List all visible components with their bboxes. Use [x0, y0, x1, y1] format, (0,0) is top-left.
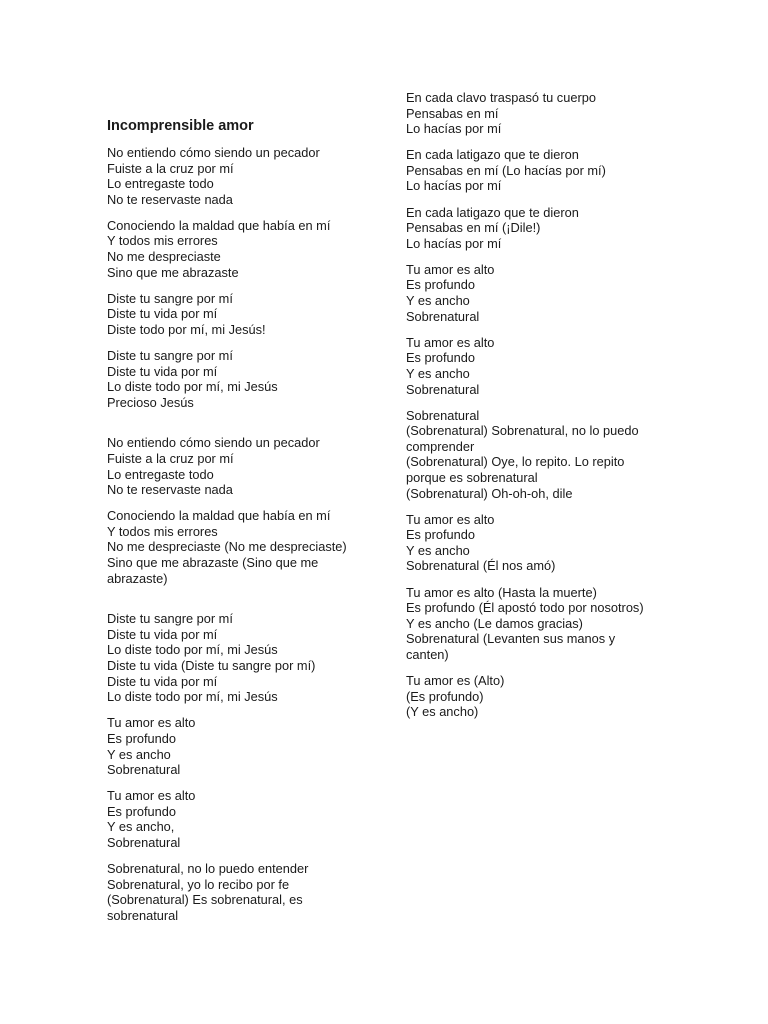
lyric-line: Diste tu vida por mí: [107, 363, 218, 379]
lyric-line: (Sobrenatural) Sobrenatural, no lo puedo: [406, 423, 639, 439]
stanza: [406, 262, 668, 324]
lyric-line: abrazaste): [107, 570, 168, 586]
lyric-line: No me despreciaste (No me despreciaste): [107, 539, 347, 555]
stanza: [107, 348, 377, 410]
lyric-line: Tu amor es alto: [406, 511, 495, 527]
lyric-line: Tu amor es alto: [107, 715, 196, 731]
lyric-line: Es profundo (Él apostó todo por nosotros): [406, 600, 644, 616]
lyric-line: Conociendo la maldad que había en mí: [107, 508, 331, 524]
stanza: [107, 861, 377, 923]
lyric-line: Lo entregaste todo: [107, 466, 214, 482]
stanza: [406, 335, 668, 397]
lyric-line: En cada latigazo que te dieron: [406, 147, 579, 163]
lyric-line: Y es ancho: [406, 365, 470, 381]
lyric-line: Y es ancho: [406, 293, 470, 309]
lyric-line: Precioso Jesús: [107, 394, 194, 410]
lyric-line: (Sobrenatural) Oh-oh-oh, dile: [406, 485, 573, 501]
stanza: [107, 435, 377, 497]
stanza: [406, 512, 668, 574]
lyric-line: En cada clavo traspasó tu cuerpo: [406, 90, 596, 105]
lyric-line: Sobrenatural: [107, 834, 181, 850]
lyric-line: No te reservaste nada: [107, 482, 233, 498]
lyric-line: Lo hacías por mí: [406, 178, 502, 194]
lyric-line: comprender: [406, 438, 475, 454]
lyric-line: Diste tu vida por mí: [107, 306, 218, 322]
lyric-line: Diste tu vida por mí: [107, 626, 218, 642]
stanza: [406, 90, 668, 137]
lyric-line: Es profundo: [406, 527, 476, 543]
lyric-line: Pensabas en mí (¡Dile!): [406, 220, 541, 236]
lyric-line: Diste todo por mí, mi Jesús!: [107, 321, 266, 337]
lyric-line: No te reservaste nada: [107, 191, 233, 207]
lyric-line: En cada latigazo que te dieron: [406, 204, 579, 220]
lyric-line: Y es ancho: [107, 746, 171, 762]
stanza: [107, 611, 377, 705]
lyric-line: sobrenatural: [107, 907, 179, 923]
lyric-line: Lo entregaste todo: [107, 176, 214, 192]
lyric-line: Y todos mis errores: [107, 523, 218, 539]
left-column: [107, 118, 377, 934]
lyric-line: Sobrenatural: [107, 762, 181, 778]
lyric-line: Es profundo: [107, 803, 177, 819]
lyric-line: Y es ancho (Le damos gracias): [406, 615, 583, 631]
lyric-line: Diste tu sangre por mí: [107, 290, 233, 306]
lyric-line: Sobrenatural (Él nos amó): [406, 558, 556, 574]
lyric-line: Tu amor es alto: [406, 334, 495, 350]
lyric-line: Lo hacías por mí: [406, 235, 502, 251]
stanza: [406, 585, 668, 663]
lyric-line: Lo hacías por mí: [406, 121, 502, 137]
lyric-line: Sobrenatural: [406, 407, 480, 423]
lyric-line: Es profundo: [107, 730, 177, 746]
lyric-line: Diste tu vida (Diste tu sangre por mí): [107, 658, 316, 674]
lyric-line: Conociendo la maldad que había en mí: [107, 217, 331, 233]
lyric-line: (Y es ancho): [406, 704, 479, 720]
lyric-line: Sobrenatural: [406, 308, 480, 324]
lyric-line: Pensabas en mí (Lo hacías por mí): [406, 162, 606, 178]
right-column: [406, 90, 668, 730]
stanza: [107, 508, 377, 586]
lyric-line: Lo diste todo por mí, mi Jesús: [107, 642, 278, 658]
lyric-line: No me despreciaste: [107, 249, 221, 265]
stanza: [107, 788, 377, 850]
lyric-line: Fuiste a la cruz por mí: [107, 451, 234, 466]
lyric-line: Sobrenatural, no lo puedo entender: [107, 861, 309, 877]
lyric-line: Sino que me abrazaste: [107, 264, 239, 280]
lyric-line: No entiendo cómo siendo un pecador: [107, 435, 320, 451]
lyric-line: Tu amor es (Alto): [406, 673, 505, 688]
lyric-line: Lo diste todo por mí, mi Jesús: [107, 379, 278, 395]
lyric-line: Tu amor es alto: [406, 261, 495, 277]
lyric-line: (Sobrenatural) Es sobrenatural, es: [107, 892, 303, 908]
lyric-line: Y todos mis errores: [107, 233, 218, 249]
lyric-line: Y es ancho,: [107, 819, 175, 835]
stanza: [107, 145, 377, 207]
lyric-line: Es profundo: [406, 277, 476, 293]
lyric-line: No entiendo cómo siendo un pecador: [107, 145, 320, 160]
lyric-line: Diste tu sangre por mí: [107, 611, 233, 627]
lyric-line: Sino que me abrazaste (Sino que me: [107, 555, 319, 571]
lyric-line: Sobrenatural (Levanten sus manos y: [406, 631, 616, 647]
stanza: [406, 205, 668, 252]
stanza: [107, 218, 377, 280]
lyric-line: Tu amor es alto (Hasta la muerte): [406, 584, 597, 600]
song-title: Incomprensible amor: [107, 118, 254, 134]
lyric-line: canten): [406, 646, 449, 662]
lyric-line: Sobrenatural, yo lo recibo por fe: [107, 876, 290, 892]
lyric-line: porque es sobrenatural: [406, 469, 538, 485]
lyric-line: Diste tu vida por mí: [107, 673, 218, 689]
stanza: [406, 673, 668, 720]
lyric-line: Tu amor es alto: [107, 788, 196, 804]
lyric-line: Sobrenatural: [406, 381, 480, 397]
lyric-line: Pensabas en mí: [406, 105, 499, 121]
lyric-line: Diste tu sangre por mí: [107, 348, 233, 364]
lyric-line: (Es profundo): [406, 688, 484, 704]
stanza: [406, 147, 668, 194]
stanza: [107, 291, 377, 338]
stanza: [406, 408, 668, 502]
lyric-line: Lo diste todo por mí, mi Jesús: [107, 689, 278, 705]
stanza: [107, 715, 377, 777]
lyric-line: Es profundo: [406, 350, 476, 366]
lyric-line: Y es ancho: [406, 542, 470, 558]
lyric-line: (Sobrenatural) Oye, lo repito. Lo repito: [406, 454, 625, 470]
lyric-line: Fuiste a la cruz por mí: [107, 160, 234, 176]
